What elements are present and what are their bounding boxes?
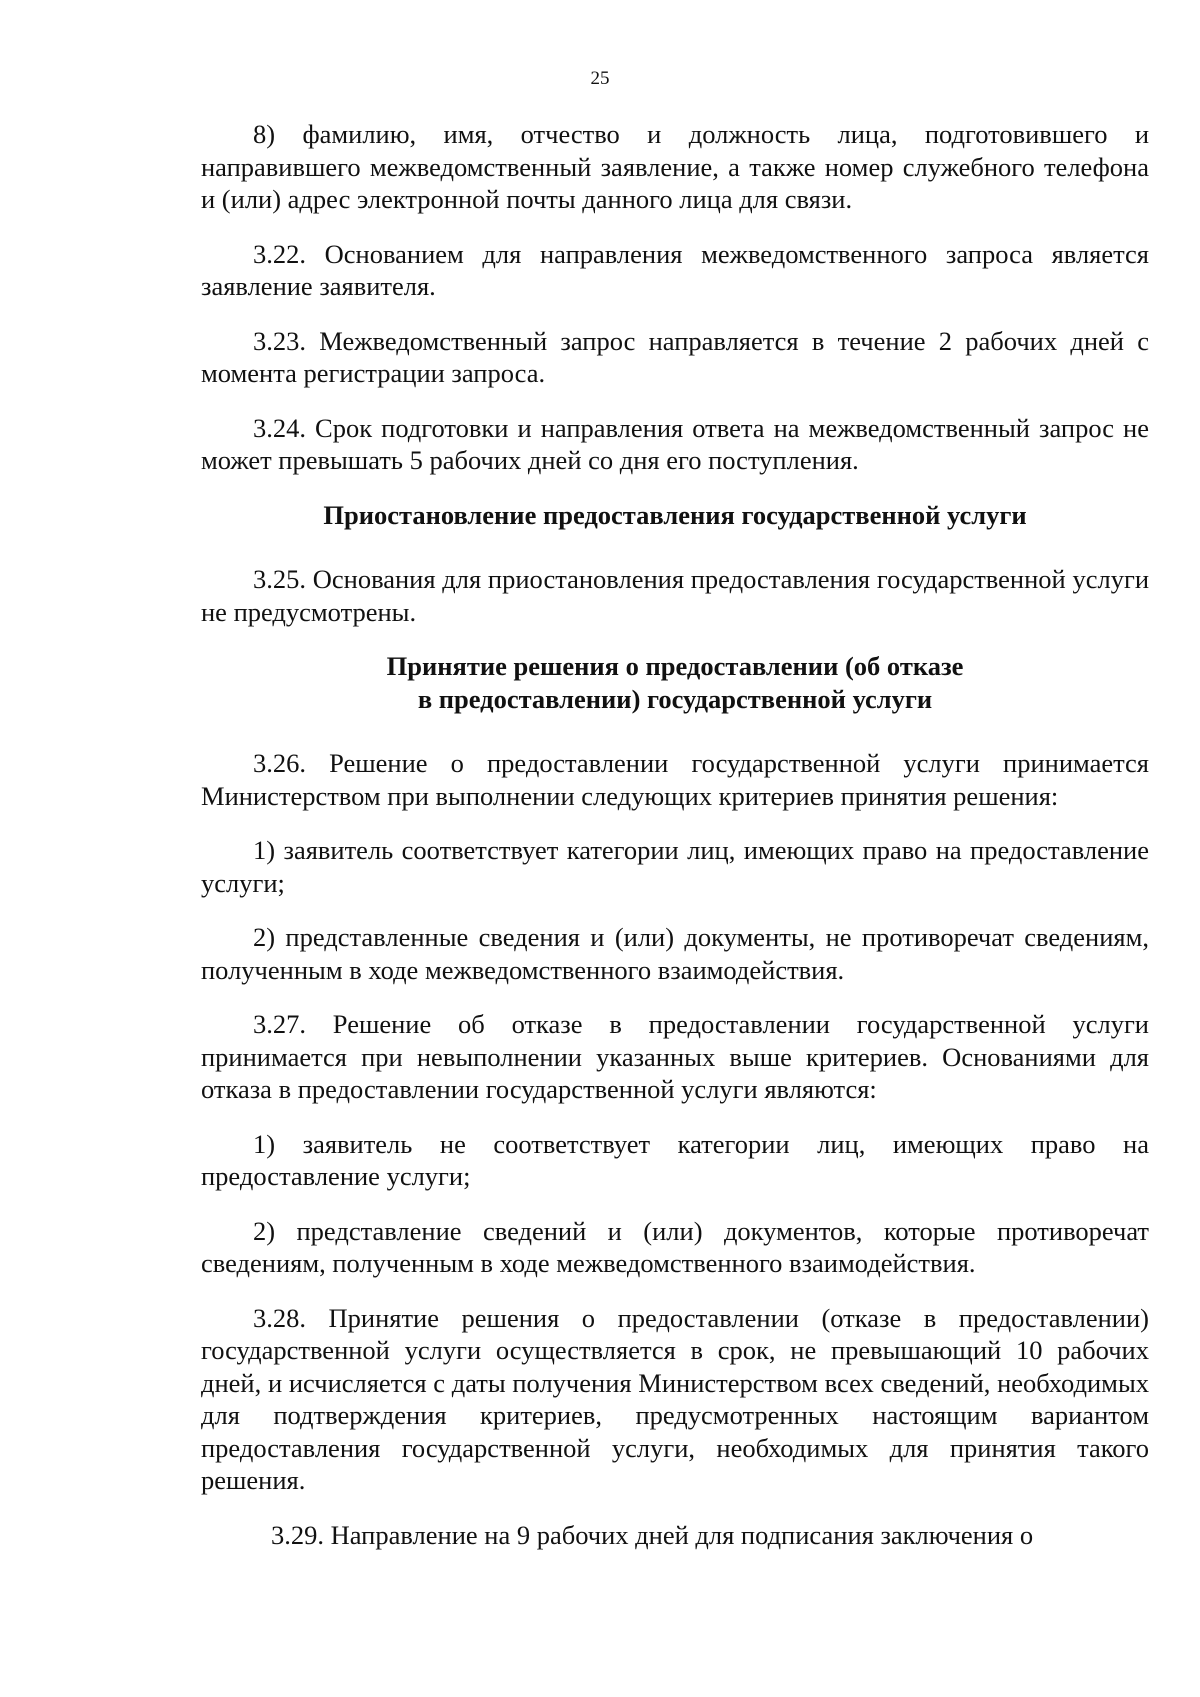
paragraph-3-28: 3.28. Принятие решения о предоставлении (отказе в предоставлении) государственной услуги осуществляется в срок, не превышающий 10 рабочих дней, и исчисляется с даты получения Министерством всех сведений, необходимых для подтверждения критериев, предусмотренных настоящим вариантом предоставления государственной услуги, необходимых для принятия такого решения. <box>201 1302 1149 1495</box>
paragraph-3-27: 3.27. Решение об отказе в предоставлении государственной услуги принимается при невыполнении указанных выше критериев. Основаниями для отказа в предоставлении государственной услуги являются: <box>201 1009 1149 1104</box>
section-heading-suspension <box>201 499 1149 532</box>
document-body <box>201 118 1149 1573</box>
page-number: 25 <box>590 68 610 89</box>
section-heading-decision <box>201 650 1149 715</box>
paragraph-3-25: 3.25. Основания для приостановления предоставления государственной услуги не предусмотрены. <box>201 564 1149 627</box>
paragraph-3-26-item-2: 2) представленные сведения и (или) документы, не противоречат сведениям, полученным в ходе межведомственного взаимодействия. <box>201 922 1149 985</box>
heading-line-2: в предоставлении) государственной услуги <box>417 683 933 714</box>
paragraph-3-23: 3.23. Межведомственный запрос направляется в течение 2 рабочих дней с момента регистрации запроса. <box>201 325 1149 388</box>
paragraph-3-27-item-1: 1) заявитель не соответствует категории лиц, имеющих право на предоставление услуги; <box>201 1128 1149 1191</box>
paragraph-3-24: 3.24. Срок подготовки и направления ответа на межведомственный запрос не может превышать 5 рабочих дней со дня его поступления. <box>201 412 1149 475</box>
paragraph-3-27-item-2: 2) представление сведений и (или) документов, которые противоречат сведениям, полученным в ходе межведомственного взаимодействия. <box>201 1215 1149 1278</box>
paragraph-item-8: 8) фамилию, имя, отчество и должность лица, подготовившего и направившего межведомственный заявление, а также номер служебного телефона и (или) адрес электронной почты данного лица для связи. <box>201 119 1149 214</box>
heading-line-1: Принятие решения о предоставлении (об отказе <box>386 651 964 681</box>
paragraph-3-29: 3.29. Направление на 9 рабочих дней для подписания заключения о <box>271 1519 1034 1550</box>
heading-line: Приостановление предоставления государственной услуги <box>323 499 1027 530</box>
paragraph-3-22: 3.22. Основанием для направления межведомственного запроса является заявление заявителя. <box>201 238 1149 301</box>
paragraph-3-26-item-1: 1) заявитель соответствует категории лиц, имеющих право на предоставление услуги; <box>201 835 1149 898</box>
paragraph-3-26: 3.26. Решение о предоставлении государственной услуги принимается Министерством при выполнении следующих критериев принятия решения: <box>201 748 1149 811</box>
